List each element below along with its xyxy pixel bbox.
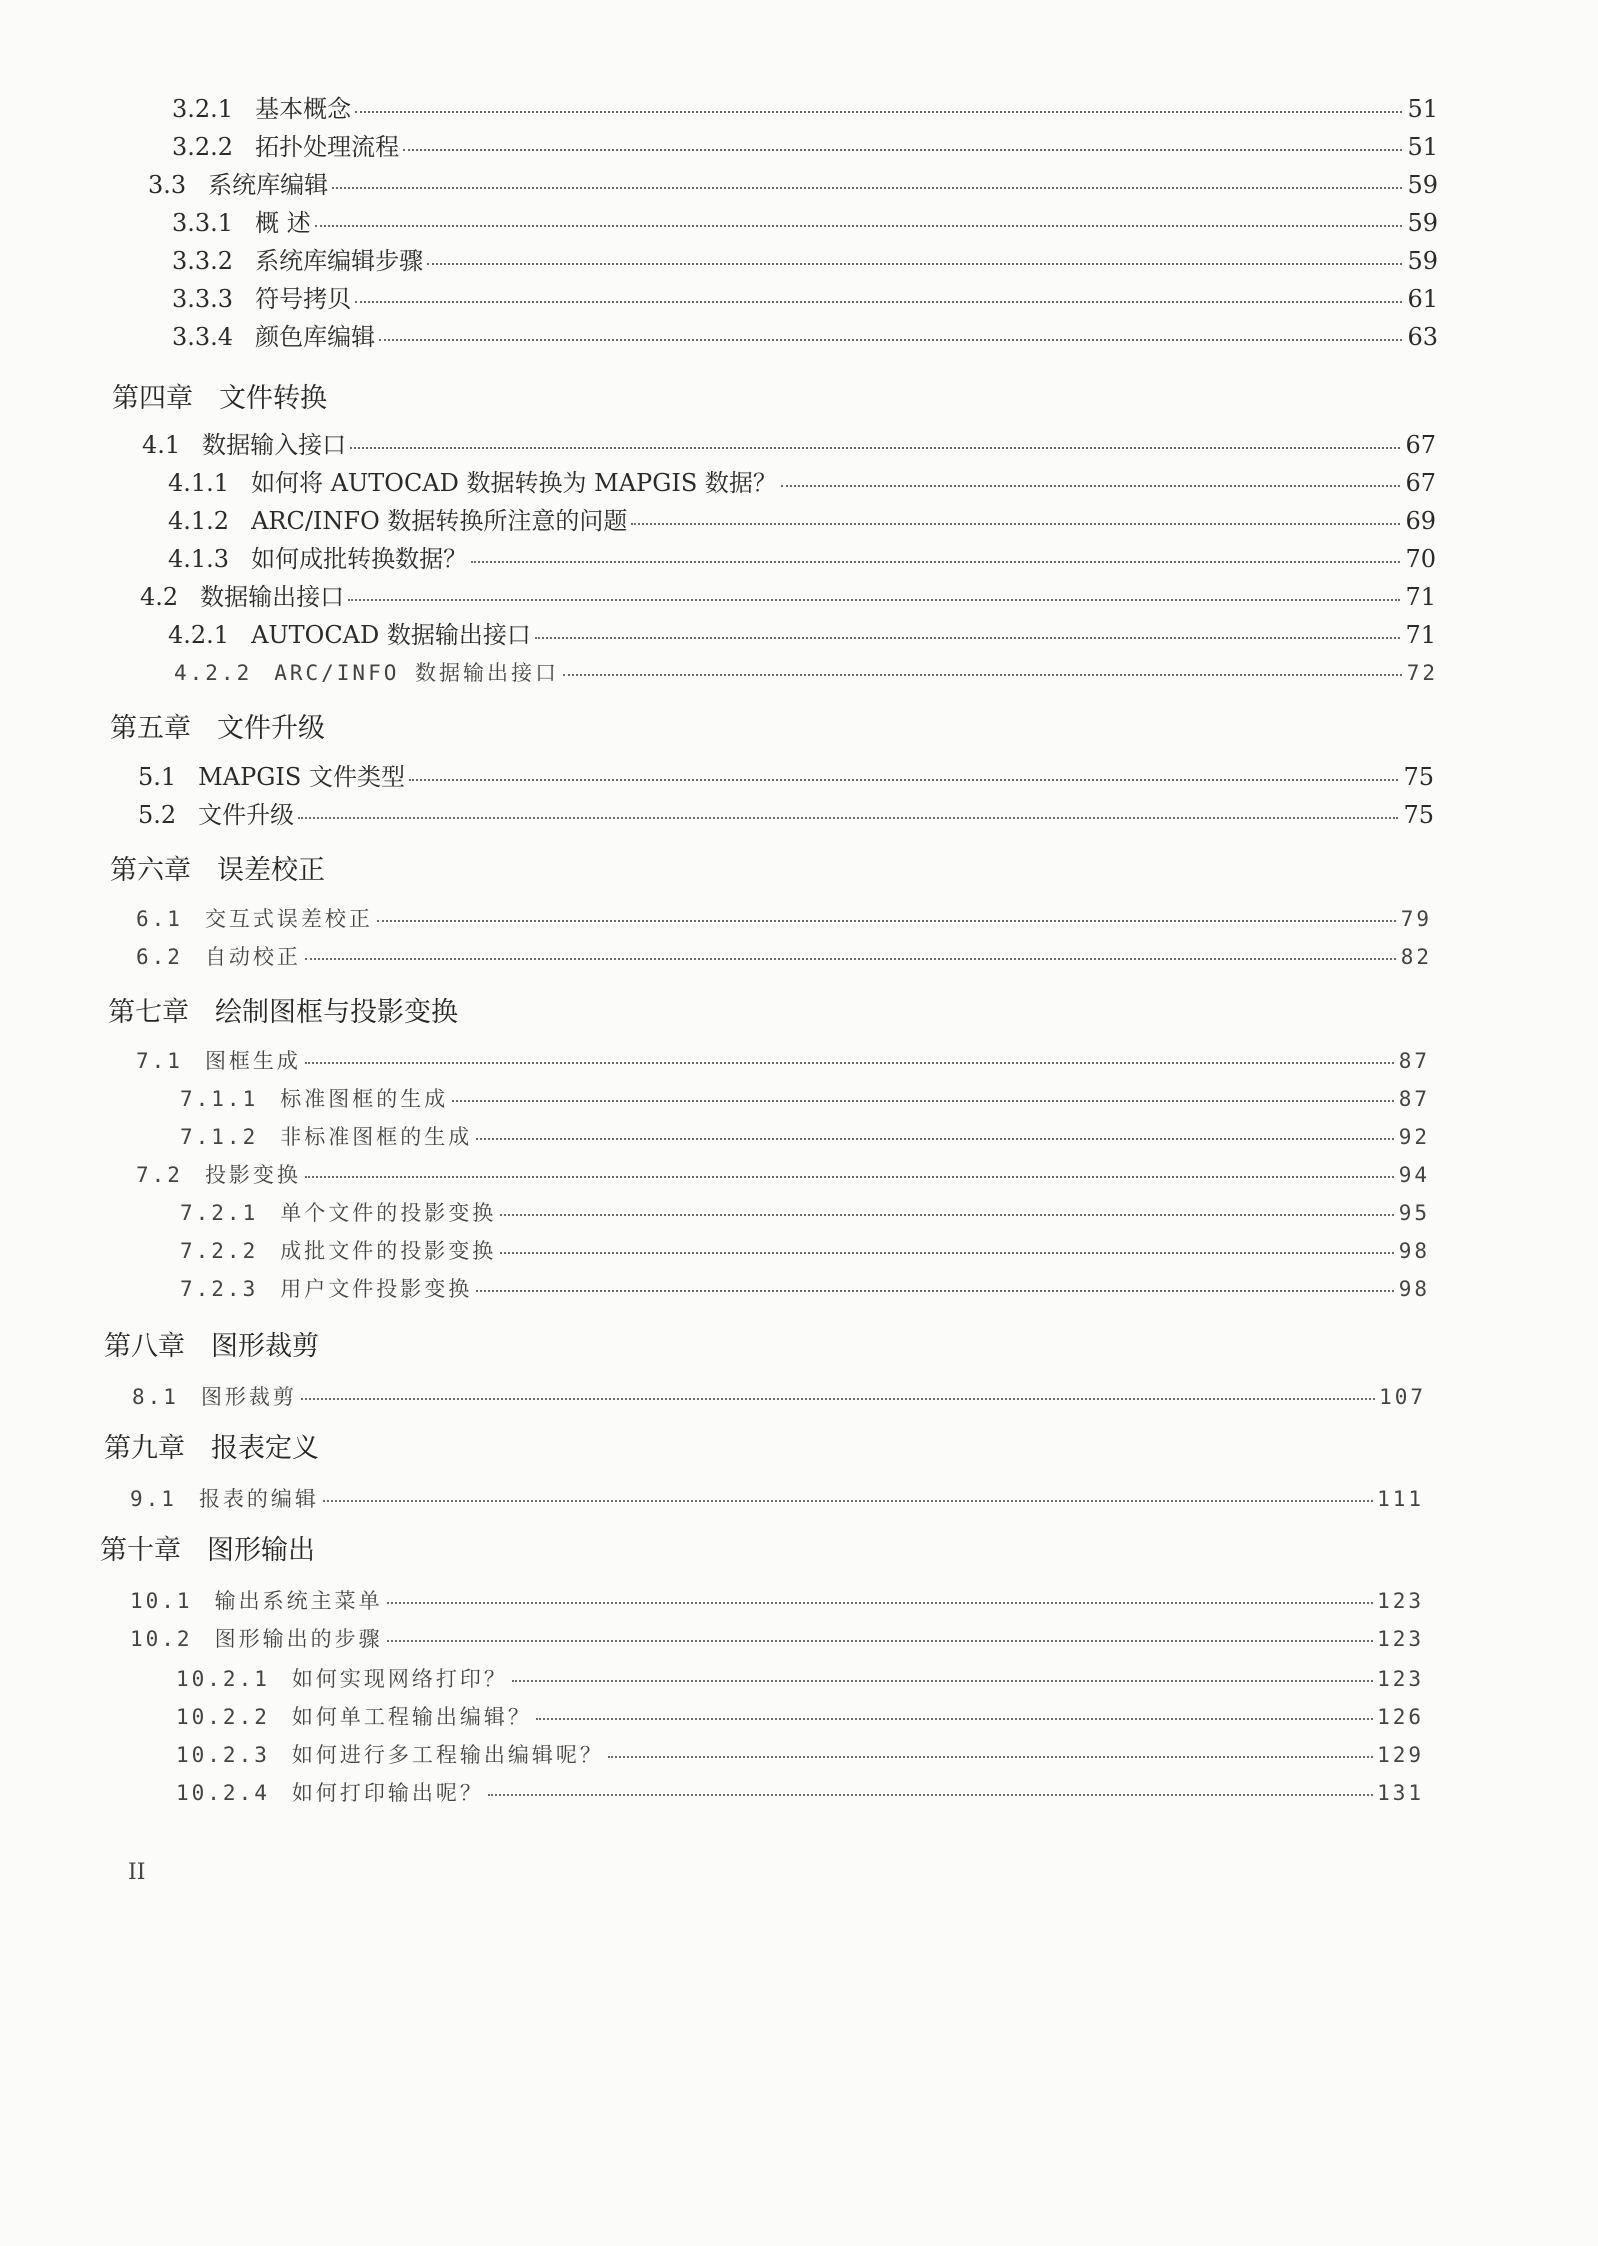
chapter-number: 第四章	[112, 383, 193, 414]
toc-entry-page: 98	[1398, 1277, 1430, 1301]
toc-entry-number: 10.2.2	[176, 1705, 270, 1729]
toc-entry	[136, 902, 1432, 936]
toc-entry-title: 基本概念	[255, 95, 352, 123]
toc-leader	[512, 1678, 1373, 1682]
toc-leader	[387, 1638, 1373, 1642]
toc-entry-title: 标准图框的生成	[280, 1087, 449, 1111]
toc-entry-page: 111	[1377, 1487, 1424, 1511]
toc-entry	[172, 244, 1438, 278]
toc-entry-page: 75	[1403, 763, 1434, 791]
toc-entry-number: 7.1	[136, 1049, 183, 1073]
toc-entry-page: 129	[1377, 1743, 1424, 1767]
chapter-title: 文件转换	[219, 383, 327, 414]
toc-entry-title: 系统库编辑步骤	[255, 247, 424, 275]
toc-leader	[608, 1754, 1373, 1758]
toc-entry	[176, 1700, 1424, 1734]
toc-entry	[176, 1776, 1424, 1810]
toc-entry-title: 系统库编辑	[208, 171, 329, 199]
toc-entry-number: 3.3.4	[172, 323, 234, 351]
toc-entry	[180, 1234, 1430, 1268]
toc-entry	[174, 656, 1438, 690]
chapter-title: 绘制图框与投影变换	[215, 997, 458, 1028]
toc-entry-title: 投影变换	[204, 1163, 301, 1187]
toc-entry	[130, 1584, 1424, 1618]
toc-entry-page: 107	[1379, 1385, 1426, 1409]
toc-entry	[138, 760, 1434, 794]
toc-entry-number: 10.2.4	[176, 1781, 270, 1805]
chapter-title: 图形裁剪	[211, 1331, 319, 1362]
toc-entry	[176, 1662, 1424, 1696]
toc-entry	[180, 1196, 1430, 1230]
toc-entry-page: 71	[1405, 621, 1436, 649]
toc-entry	[172, 282, 1438, 316]
toc-entry-page: 94	[1398, 1163, 1430, 1187]
chapter-title: 图形输出	[207, 1535, 315, 1566]
toc-leader	[500, 1250, 1394, 1254]
toc-entry-page: 51	[1407, 133, 1438, 161]
chapter-number: 第九章	[104, 1433, 185, 1464]
toc-leader	[403, 147, 1402, 151]
chapter-number: 第七章	[108, 997, 189, 1028]
toc-entry-title: 图形裁剪	[200, 1385, 297, 1409]
toc-entry	[168, 504, 1436, 538]
toc-entry-title: 如何进行多工程输出编辑呢？	[291, 1743, 604, 1767]
toc-leader	[488, 1792, 1373, 1796]
toc-entry-number: 4.1.2	[168, 507, 230, 535]
toc-entry-page: 63	[1407, 323, 1438, 351]
chapter-number: 第五章	[110, 713, 191, 744]
toc-entry-number: 3.3.3	[172, 285, 234, 313]
toc-leader	[409, 777, 1398, 781]
toc-entry	[136, 1158, 1430, 1192]
toc-leader	[315, 223, 1402, 227]
toc-entry-number: 3.3	[148, 171, 187, 199]
toc-entry	[176, 1738, 1424, 1772]
toc-entry-title: 数据输入接口	[202, 431, 347, 459]
toc-leader	[355, 109, 1402, 113]
toc-entry-title: 用户文件投影变换	[280, 1277, 473, 1301]
toc-leader	[476, 1288, 1394, 1292]
toc-entry	[172, 130, 1438, 164]
toc-entry-page: 92	[1398, 1125, 1430, 1149]
toc-entry-number: 10.2.1	[176, 1667, 270, 1691]
chapter-number: 第八章	[104, 1331, 185, 1362]
toc-leader	[563, 672, 1402, 676]
toc-leader	[350, 445, 1400, 449]
toc-entry	[136, 1044, 1430, 1078]
toc-entry-number: 4.1.3	[168, 545, 230, 573]
toc-leader	[348, 597, 1400, 601]
toc-entry-page: 71	[1405, 583, 1436, 611]
toc-entry-title: ARC/INFO 数据输出接口	[274, 661, 560, 685]
toc-entry	[148, 168, 1438, 202]
chapter-number: 第六章	[110, 855, 191, 886]
toc-entry	[142, 428, 1436, 462]
chapter-heading	[112, 380, 327, 418]
toc-leader	[305, 1174, 1394, 1178]
chapter-title: 文件升级	[217, 713, 325, 744]
toc-entry	[130, 1482, 1424, 1516]
toc-leader	[305, 956, 1396, 960]
toc-leader	[379, 337, 1402, 341]
toc-entry-title: 非标准图框的生成	[280, 1125, 473, 1149]
toc-entry-number: 3.3.2	[172, 247, 234, 275]
toc-entry-title: AUTOCAD 数据输出接口	[251, 621, 531, 649]
toc-entry-title: 图框生成	[204, 1049, 301, 1073]
toc-entry-number: 7.2.1	[180, 1201, 259, 1225]
toc-entry-number: 4.2	[140, 583, 179, 611]
toc-entry-page: 87	[1398, 1049, 1430, 1073]
toc-entry-title: 报表的编辑	[198, 1487, 319, 1511]
toc-entry-page: 98	[1398, 1239, 1430, 1263]
toc-entry-number: 3.3.1	[172, 209, 234, 237]
toc-entry-title: 概 述	[255, 209, 311, 237]
toc-entry-title: 如何成批转换数据？	[251, 545, 468, 573]
toc-entry-title: 文件升级	[198, 801, 295, 829]
toc-entry-page: 87	[1398, 1087, 1430, 1111]
toc-leader	[332, 185, 1402, 189]
toc-entry-number: 7.2.3	[180, 1277, 259, 1301]
toc-entry-number: 5.1	[138, 763, 177, 791]
toc-leader	[355, 299, 1402, 303]
page-footer-number: II	[128, 1860, 146, 1885]
toc-leader	[427, 261, 1402, 265]
toc-entry-title: 单个文件的投影变换	[280, 1201, 497, 1225]
toc-entry-page: 123	[1377, 1627, 1424, 1651]
toc-entry-page: 67	[1405, 469, 1436, 497]
toc-entry-page: 61	[1407, 285, 1438, 313]
toc-entry-number: 4.2.1	[168, 621, 230, 649]
toc-entry-number: 10.1	[130, 1589, 193, 1613]
toc-entry-title: 符号拷贝	[255, 285, 352, 313]
toc-leader	[781, 483, 1400, 487]
toc-entry-title: 如何单工程输出编辑？	[291, 1705, 532, 1729]
toc-entry-page: 59	[1407, 171, 1438, 199]
toc-entry-page: 75	[1403, 801, 1434, 829]
toc-leader	[323, 1498, 1373, 1502]
toc-entry-title: 颜色库编辑	[255, 323, 376, 351]
toc-leader	[476, 1136, 1394, 1140]
toc-entry	[180, 1082, 1430, 1116]
toc-entry-number: 6.1	[136, 907, 183, 931]
toc-entry	[136, 940, 1432, 974]
toc-entry	[168, 466, 1436, 500]
chapter-heading	[110, 852, 325, 890]
toc-leader	[377, 918, 1396, 922]
toc-leader	[500, 1212, 1394, 1216]
chapter-title: 误差校正	[217, 855, 325, 886]
toc-entry	[172, 320, 1438, 354]
toc-entry	[180, 1272, 1430, 1306]
toc-entry-number: 4.2.2	[174, 661, 253, 685]
toc-entry-title: ARC/INFO 数据转换所注意的问题	[251, 507, 628, 535]
toc-entry	[172, 206, 1438, 240]
toc-entry	[180, 1120, 1430, 1154]
toc-leader	[298, 815, 1398, 819]
toc-entry-title: 成批文件的投影变换	[280, 1239, 497, 1263]
chapter-heading	[108, 994, 458, 1032]
toc-entry-page: 59	[1407, 209, 1438, 237]
toc-entry-number: 4.1	[142, 431, 181, 459]
toc-entry-page: 67	[1405, 431, 1436, 459]
toc-entry-number: 3.2.2	[172, 133, 234, 161]
toc-entry-page: 126	[1377, 1705, 1424, 1729]
toc-leader	[301, 1396, 1375, 1400]
toc-entry-page: 70	[1405, 545, 1436, 573]
toc-entry	[168, 618, 1436, 652]
toc-entry-title: 自动校正	[204, 945, 301, 969]
toc-entry-page: 79	[1400, 907, 1432, 931]
chapter-number: 第十章	[100, 1535, 181, 1566]
toc-entry-title: 图形输出的步骤	[214, 1627, 383, 1651]
toc-entry-number: 9.1	[130, 1487, 177, 1511]
toc-entry-number: 7.1.2	[180, 1125, 259, 1149]
toc-entry-title: 输出系统主菜单	[214, 1589, 383, 1613]
toc-leader	[387, 1600, 1373, 1604]
toc-entry-title: 如何实现网络打印？	[291, 1667, 508, 1691]
toc-entry-number: 5.2	[138, 801, 177, 829]
toc-entry-page: 95	[1398, 1201, 1430, 1225]
toc-entry-page: 59	[1407, 247, 1438, 275]
chapter-heading	[100, 1532, 315, 1570]
toc-entry	[132, 1380, 1426, 1414]
toc-entry	[168, 542, 1436, 576]
toc-entry-title: 如何将 AUTOCAD 数据转换为 MAPGIS 数据？	[251, 469, 777, 497]
toc-entry-number: 7.1.1	[180, 1087, 259, 1111]
toc-entry-title: MAPGIS 文件类型	[198, 763, 405, 791]
toc-entry-title: 交互式误差校正	[204, 907, 373, 931]
toc-leader	[471, 559, 1400, 563]
chapter-heading	[104, 1328, 319, 1366]
toc-entry	[130, 1622, 1424, 1656]
toc-entry-page: 69	[1405, 507, 1436, 535]
toc-entry-title: 如何打印输出呢？	[291, 1781, 484, 1805]
toc-entry-number: 10.2.3	[176, 1743, 270, 1767]
toc-entry-page: 131	[1377, 1781, 1424, 1805]
toc-leader	[452, 1098, 1394, 1102]
chapter-heading	[104, 1430, 319, 1468]
toc-entry-number: 7.2.2	[180, 1239, 259, 1263]
toc-entry-number: 6.2	[136, 945, 183, 969]
toc-entry-number: 3.2.1	[172, 95, 234, 123]
toc-entry-number: 4.1.1	[168, 469, 230, 497]
toc-leader	[305, 1060, 1394, 1064]
toc-entry	[140, 580, 1436, 614]
toc-entry-page: 123	[1377, 1589, 1424, 1613]
chapter-heading	[110, 710, 325, 748]
chapter-title: 报表定义	[211, 1433, 319, 1464]
toc-entry	[138, 798, 1434, 832]
toc-entry-page: 72	[1406, 661, 1438, 685]
toc-entry-title: 拓扑处理流程	[255, 133, 400, 161]
toc-entry-page: 51	[1407, 95, 1438, 123]
toc-leader	[631, 521, 1400, 525]
toc-leader	[536, 1716, 1373, 1720]
toc-entry-number: 8.1	[132, 1385, 179, 1409]
toc-entry	[172, 92, 1438, 126]
toc-entry-number: 7.2	[136, 1163, 183, 1187]
toc-entry-page: 82	[1400, 945, 1432, 969]
toc-entry-number: 10.2	[130, 1627, 193, 1651]
toc-entry-title: 数据输出接口	[200, 583, 345, 611]
toc-leader	[535, 635, 1400, 639]
toc-entry-page: 123	[1377, 1667, 1424, 1691]
